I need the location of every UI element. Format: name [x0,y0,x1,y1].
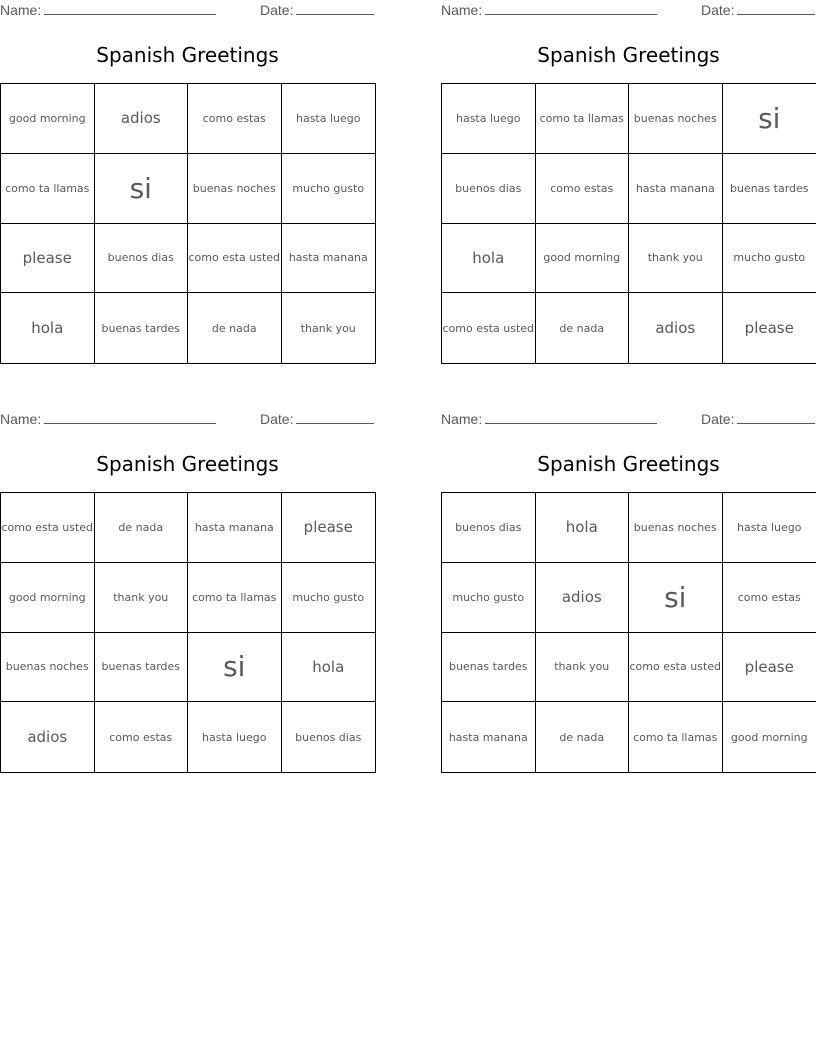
bingo-cell: hasta manana [282,224,376,294]
bingo-cell: adios [95,84,189,154]
date-blank[interactable] [737,411,815,424]
bingo-cell: como ta llamas [536,84,630,154]
bingo-cell: buenas tardes [442,633,536,703]
bingo-cell: buenas tardes [95,633,189,703]
bingo-cell: please [1,224,95,294]
bingo-grid [0,492,376,773]
bingo-cell: de nada [95,493,189,563]
bingo-cell: como ta llamas [629,702,723,772]
bingo-cell: buenos dias [442,493,536,563]
name-field[interactable] [441,2,657,18]
card-title: Spanish Greetings [96,452,279,476]
bingo-cell: buenos dias [442,154,536,224]
name-date-line [441,2,816,20]
card-title: Spanish Greetings [96,43,279,67]
bingo-cell: de nada [188,293,282,363]
name-field[interactable] [0,2,216,18]
name-date-line [0,2,375,20]
name-label: Name: [0,411,42,427]
date-blank[interactable] [296,2,374,15]
bingo-cell: buenas noches [629,493,723,563]
name-blank[interactable] [44,2,216,15]
bingo-cell: buenos dias [95,224,189,294]
bingo-cell: thank you [629,224,723,294]
name-label: Name: [441,411,483,427]
bingo-cell: como esta usted [188,224,282,294]
name-field[interactable] [0,411,216,427]
date-field[interactable] [701,2,815,18]
bingo-cell: adios [536,563,630,633]
name-blank[interactable] [485,2,657,15]
bingo-cell: como estas [188,84,282,154]
bingo-grid [441,83,816,364]
bingo-cell: thank you [536,633,630,703]
date-blank[interactable] [296,411,374,424]
bingo-cell: hasta manana [188,493,282,563]
bingo-cell: como esta usted [629,633,723,703]
name-date-line [441,411,816,429]
bingo-cell: como estas [723,563,816,633]
bingo-cell: please [744,319,794,338]
bingo-cell: buenas noches [188,154,282,224]
name-label: Name: [0,2,42,18]
bingo-cell: como esta usted [1,493,95,563]
bingo-cell: hasta luego [282,84,376,154]
bingo-card-3 [0,409,375,774]
bingo-cell: thank you [95,563,189,633]
date-label: Date: [701,2,735,18]
bingo-cell: good morning [730,730,808,744]
name-date-line [0,411,375,429]
date-field[interactable] [701,411,815,427]
bingo-cell: buenas noches [1,633,95,703]
card-title: Spanish Greetings [537,452,720,476]
date-field[interactable] [260,2,374,18]
date-label: Date: [260,2,294,18]
name-blank[interactable] [485,411,657,424]
bingo-card-2 [441,0,816,365]
bingo-cell: de nada [536,702,630,772]
bingo-cell: de nada [536,293,630,363]
bingo-card-4 [441,409,816,774]
card-title: Spanish Greetings [537,43,720,67]
bingo-cell: si [723,84,816,154]
bingo-cell: hasta luego [188,702,282,772]
bingo-grid [0,83,376,364]
date-label: Date: [701,411,735,427]
bingo-cell: mucho gusto [723,224,816,294]
name-blank[interactable] [44,411,216,424]
name-label: Name: [441,2,483,18]
bingo-cell: mucho gusto [282,563,376,633]
bingo-cell: hola [282,633,376,703]
bingo-cell: buenos dias [295,730,362,744]
bingo-cell: si [629,563,723,633]
bingo-cell: thank you [300,321,356,335]
bingo-cell: good morning [1,563,95,633]
date-field[interactable] [260,411,374,427]
bingo-cell: adios [1,702,95,772]
bingo-cell: hasta luego [723,493,816,563]
name-field[interactable] [441,411,657,427]
bingo-cell: good morning [1,84,95,154]
bingo-card-1 [0,0,375,365]
bingo-cell: como esta usted [442,293,536,363]
bingo-cell: mucho gusto [282,154,376,224]
bingo-cell: adios [629,293,723,363]
date-label: Date: [260,411,294,427]
bingo-cell: como estas [536,154,630,224]
bingo-cell: si [188,633,282,703]
bingo-cell: buenas tardes [95,293,189,363]
bingo-cell: como estas [95,702,189,772]
bingo-cell: hasta manana [442,702,536,772]
bingo-cell: good morning [536,224,630,294]
bingo-cell: hola [1,293,95,363]
bingo-cell: como ta llamas [1,154,95,224]
bingo-grid [441,492,816,773]
bingo-cell: mucho gusto [442,563,536,633]
bingo-cell: please [723,633,816,703]
bingo-cell: buenas tardes [723,154,816,224]
bingo-cell: hasta luego [442,84,536,154]
bingo-cell: hola [536,493,630,563]
bingo-cell: como ta llamas [188,563,282,633]
bingo-cell: please [282,493,376,563]
bingo-cell: hasta manana [629,154,723,224]
bingo-cell: si [95,154,189,224]
bingo-cell: buenas noches [629,84,723,154]
date-blank[interactable] [737,2,815,15]
bingo-cell: hola [442,224,536,294]
